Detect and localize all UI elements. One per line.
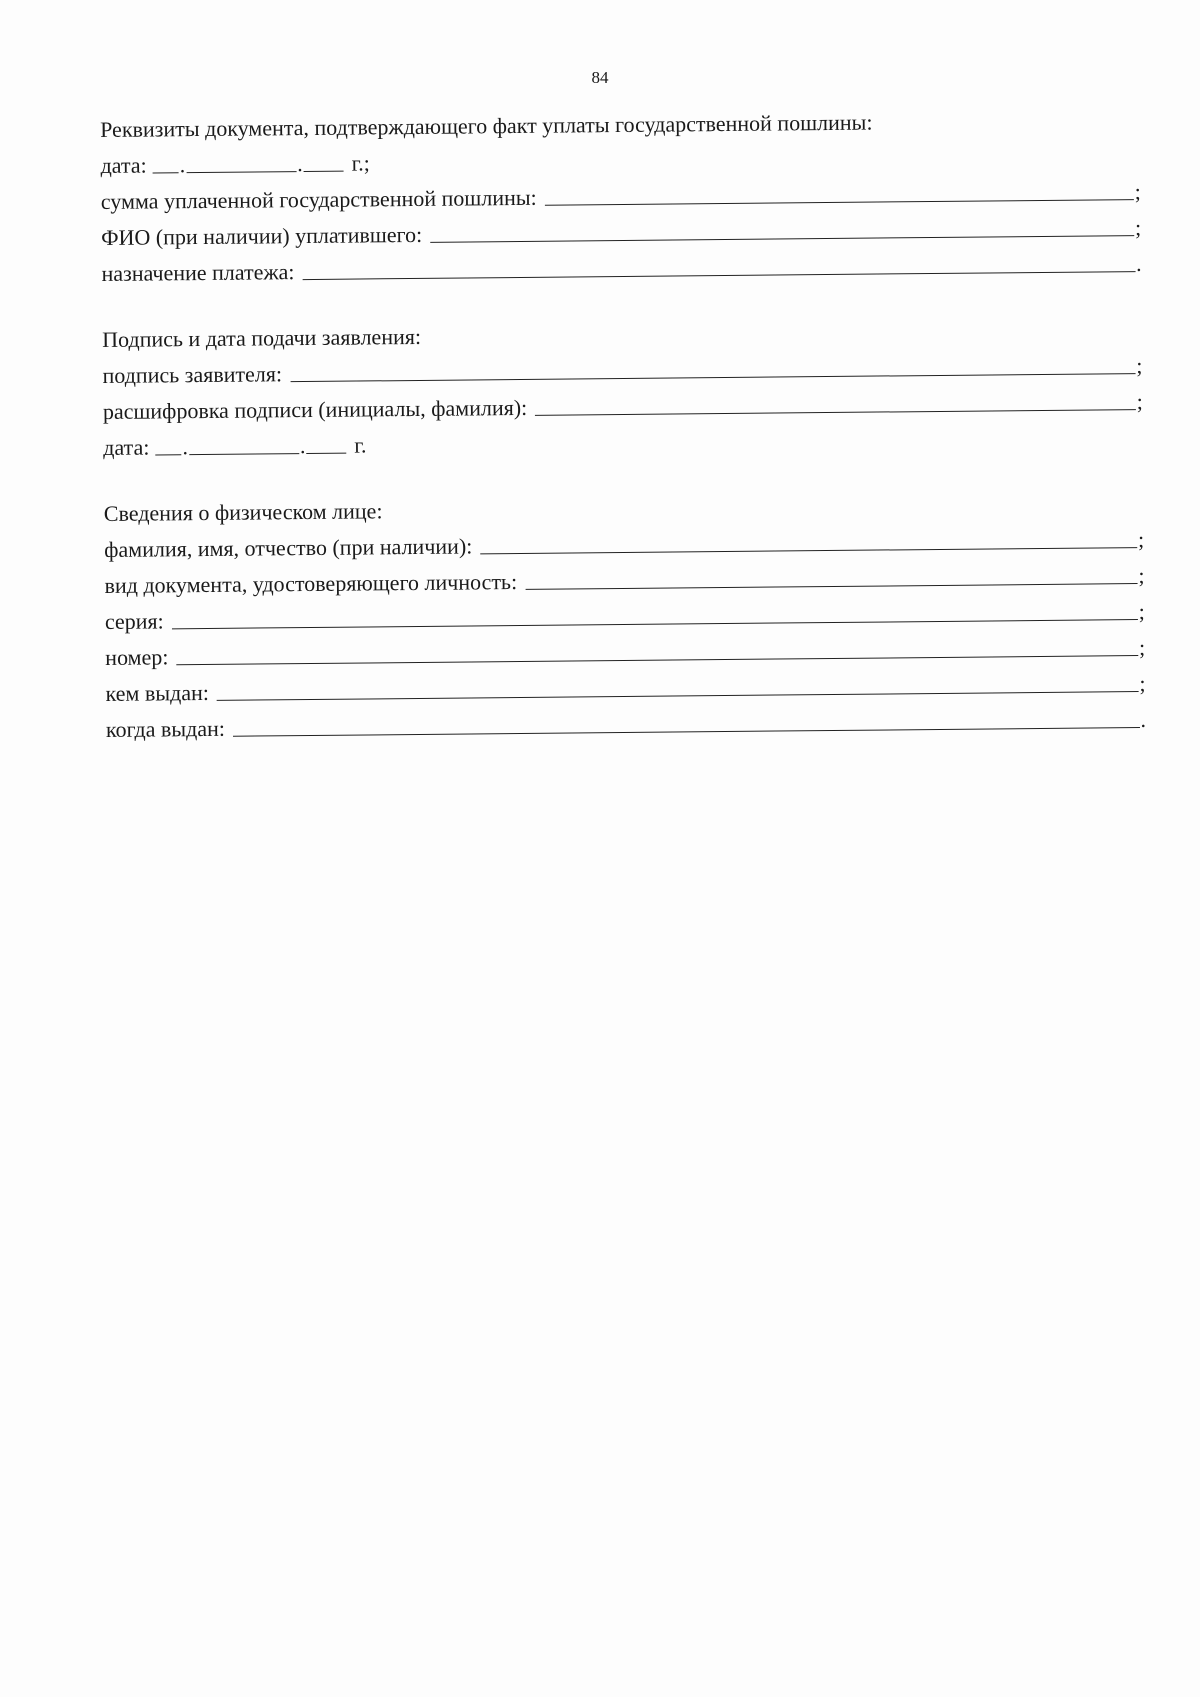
signature-decoding-blank[interactable] [535,389,1136,416]
id-issue-date-blank[interactable] [233,707,1140,737]
form-body [100,102,1146,748]
id-issuer-label: кем выдан: [105,679,210,706]
line-terminator: ; [1138,562,1145,589]
line-terminator: ; [1138,634,1146,661]
payment-date-year-blank[interactable] [304,151,344,172]
payment-purpose-label: назначение платежа: [101,259,295,286]
application-date-label: дата: [103,434,150,460]
id-issue-date-label: когда выдан: [105,715,226,742]
id-number-blank[interactable] [176,635,1138,665]
payer-name-blank[interactable] [430,215,1134,243]
id-series-label: серия: [104,608,164,634]
payment-date-day-blank[interactable] [153,152,179,173]
payer-name-label: ФИО (при наличии) уплатившего: [101,221,423,250]
payment-amount-label: сумма уплаченной государственной пошлины: [100,184,537,214]
line-terminator: ; [1137,526,1145,553]
person-heading: Сведения о физическом лице: [103,498,383,526]
payment-date-suffix: г.; [351,150,370,176]
line-terminator: ; [1138,598,1145,625]
payment-section [100,102,1142,292]
line-terminator: . [1135,251,1142,277]
date-separator: . [299,433,306,459]
signature-section [102,312,1143,466]
id-document-type-blank[interactable] [525,563,1137,590]
payment-purpose-blank[interactable] [302,251,1135,280]
line-terminator: ; [1136,353,1143,379]
line-terminator: ; [1134,215,1142,241]
date-separator: . [179,152,186,178]
id-issuer-blank[interactable] [217,671,1139,701]
payment-date-month-blank[interactable] [186,151,296,173]
applicant-signature-blank[interactable] [290,353,1136,382]
person-section [104,486,1146,748]
applicant-signature-label: подпись заявителя: [102,361,283,388]
application-date-year-blank[interactable] [306,433,346,454]
payment-heading: Реквизиты документа, подтверждающего факт уплаты государственной пошлины: [100,109,873,142]
line-terminator: ; [1134,179,1141,205]
application-date-day-blank[interactable] [155,434,181,455]
signature-decoding-label: расшифровка подписи (инициалы, фамилия): [102,394,528,424]
payment-date-label: дата: [100,152,147,178]
signature-heading: Подпись и дата подачи заявления: [102,323,422,352]
person-fullname-blank[interactable] [480,527,1137,554]
id-series-blank[interactable] [172,599,1138,629]
page-number: 84 [591,68,609,87]
person-fullname-label: фамилия, имя, отчество (при наличии): [104,533,473,562]
line-terminator: . [1140,706,1146,733]
payment-amount-blank[interactable] [545,179,1134,206]
id-document-type-label: вид документа, удостоверяющего личность: [104,569,518,598]
date-separator: . [182,434,188,460]
application-date-month-blank[interactable] [189,433,299,455]
date-separator: . [297,151,303,177]
line-terminator: ; [1136,389,1143,415]
application-date-suffix: г. [354,432,367,458]
line-terminator: ; [1139,670,1146,697]
id-number-label: номер: [105,644,169,670]
